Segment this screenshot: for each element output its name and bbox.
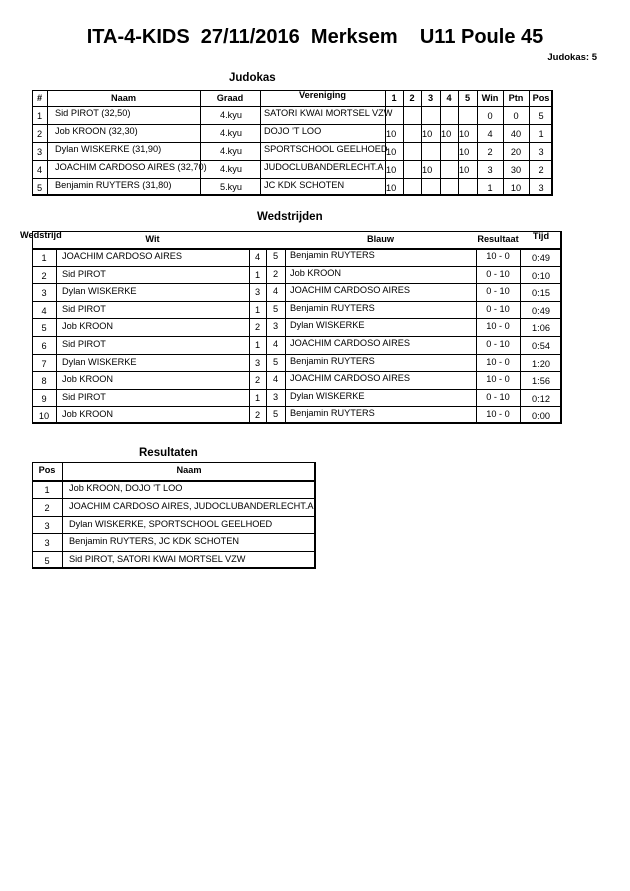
judoka-score-3: [422, 108, 441, 124]
wedstrijd-nr: 3: [41, 288, 47, 299]
resultaat-naam: JOACHIM CARDOSO AIRES, JUDOCLUBANDERLECHT.A: [69, 500, 314, 511]
wedstrijd-wit-nr: 1: [254, 269, 261, 280]
judoka-position: 5: [538, 111, 544, 121]
resultaat-naam: Benjamin RUYTERS, JC KDK SCHOTEN: [69, 536, 240, 547]
wedstrijden-heading: Wedstrijden: [257, 211, 323, 223]
judoka-score-3: [422, 144, 441, 160]
judokas-header-8: 5: [464, 93, 471, 103]
wedstrijd-blauw-nr: 5: [272, 409, 279, 420]
judoka-name: Sid PIROT (32,50): [55, 108, 131, 118]
judoka-score-5: [459, 180, 478, 196]
judoka-win: 4: [487, 129, 493, 139]
wedstrijd-blauw-nr: 3: [272, 321, 279, 332]
wedstrijd-blauw: Dylan WISKERKE: [290, 390, 365, 401]
resultaat-naam: Dylan WISKERKE, SPORTSCHOOL GEELHOED: [69, 518, 273, 529]
judoka-win: 1: [487, 183, 493, 193]
judokas-header-3: Vereniging: [299, 90, 346, 100]
wedstrijd-header-nr: Wedstrijd: [20, 230, 62, 240]
judoka-score-1: 10: [386, 165, 397, 175]
page-title: ITA-4-KIDS 27/11/2016 Merksem U11 Poule 45: [86, 26, 544, 48]
wedstrijd-nr: 4: [41, 305, 47, 316]
wedstrijd-nr: 7: [41, 358, 47, 369]
resultaat-naam: Sid PIROT, SATORI KWAI MORTSEL VZW: [69, 554, 246, 565]
wedstrijd-nr: 1: [41, 253, 47, 263]
wedstrijd-tijd: 0:49: [532, 253, 550, 263]
wedstrijd-nr: 2: [41, 270, 47, 281]
wedstrijd-blauw: Benjamin RUYTERS: [290, 408, 375, 419]
judoka-row-nr: 2: [36, 129, 43, 139]
wedstrijd-tijd: 1:06: [532, 323, 550, 334]
judoka-position: 3: [538, 147, 544, 157]
wedstrijd-blauw: Benjamin RUYTERS: [290, 355, 375, 366]
wedstrijd-nr: 8: [41, 376, 47, 387]
wedstrijd-wit-nr: 3: [254, 357, 261, 368]
judoka-club: DOJO 'T LOO: [264, 126, 322, 136]
wedstrijd-nr: 6: [41, 341, 47, 351]
wedstrijd-tijd: 0:10: [532, 270, 550, 281]
wedstrijd-wit-nr: 1: [254, 392, 261, 403]
wedstrijd-tijd: 0:54: [532, 341, 550, 351]
wedstrijd-header-tijd: Tijd: [532, 231, 550, 241]
wedstrijd-wit-nr: 1: [254, 304, 261, 315]
judoka-score-4: [441, 180, 459, 196]
judokas-heading: Judokas: [229, 72, 276, 84]
wedstrijd-wit-nr: 2: [254, 410, 261, 421]
wedstrijd-tijd: 1:20: [532, 358, 550, 369]
wedstrijd-tijd: 0:12: [532, 393, 550, 404]
judoka-score-2: [404, 180, 422, 196]
wedstrijd-blauw: JOACHIM CARDOSO AIRES: [290, 338, 410, 348]
judoka-score-1: 10: [386, 183, 397, 193]
wedstrijd-wit-nr: 4: [254, 252, 261, 262]
judoka-win: 3: [487, 165, 493, 175]
judokas-header-4: 1: [391, 93, 397, 103]
wedstrijd-wit: Dylan WISKERKE: [62, 286, 137, 297]
wedstrijd-wit-nr: 2: [254, 322, 261, 333]
wedstrijd-wit: Job KROON: [62, 321, 114, 332]
wedstrijd-blauw-nr: 4: [272, 286, 279, 297]
wedstrijd-wit: Sid PIROT: [62, 339, 106, 349]
wedstrijd-resultaat: 0 - 10: [486, 303, 510, 314]
wedstrijd-blauw-nr: 5: [272, 251, 279, 261]
judoka-name: JOACHIM CARDOSO AIRES (32,70): [55, 162, 207, 172]
wedstrijd-tijd: 0:00: [532, 411, 550, 422]
judokas-header-9: Win: [481, 93, 499, 103]
judoka-name: Dylan WISKERKE (31,90): [55, 144, 162, 154]
resultaat-pos: 5: [44, 556, 50, 567]
judoka-score-4: [441, 108, 459, 124]
judoka-name: Benjamin RUYTERS (31,80): [55, 180, 172, 190]
wedstrijd-header-resultaat: Resultaat: [477, 234, 519, 244]
wedstrijd-resultaat: 0 - 10: [486, 286, 510, 297]
wedstrijd-wit: Job KROON: [62, 374, 114, 385]
wedstrijd-resultaat: 0 - 10: [486, 391, 510, 402]
judoka-row-nr: 4: [36, 165, 43, 175]
judoka-score-4: 10: [441, 129, 452, 139]
wedstrijd-resultaat: 10 - 0: [486, 321, 510, 332]
judoka-club: SPORTSCHOOL GEELHOED: [264, 144, 388, 154]
judoka-position: 2: [538, 165, 544, 175]
wedstrijd-blauw-nr: 3: [272, 391, 279, 402]
wedstrijd-wit: Sid PIROT: [62, 391, 106, 402]
wedstrijd-resultaat: 10 - 0: [486, 374, 510, 385]
judoka-grade: 4.kyu: [220, 164, 242, 174]
wedstrijd-tijd: 0:15: [532, 288, 550, 299]
wedstrijd-wit-nr: 2: [254, 375, 261, 386]
judoka-points: 20: [510, 147, 522, 157]
judoka-score-3: [422, 180, 441, 196]
wedstrijd-blauw-nr: 2: [272, 268, 279, 279]
wedstrijd-header-wit: Wit: [145, 234, 160, 244]
wedstrijd-resultaat: 10 - 0: [486, 409, 510, 420]
judoka-score-1: [386, 108, 404, 124]
judoka-club: SATORI KWAI MORTSEL VZW: [264, 108, 393, 118]
wedstrijd-wit: Sid PIROT: [62, 268, 106, 279]
wedstrijd-blauw: Benjamin RUYTERS: [290, 250, 375, 260]
judoka-row-nr: 3: [36, 147, 43, 157]
wedstrijd-tijd: 0:49: [532, 305, 550, 316]
judoka-score-5: 10: [459, 129, 470, 139]
judoka-score-4: [441, 144, 459, 160]
wedstrijd-resultaat: 0 - 10: [486, 268, 510, 279]
judoka-points: 10: [510, 183, 522, 193]
wedstrijd-blauw-nr: 5: [272, 303, 279, 314]
judoka-row-nr: 1: [36, 111, 43, 121]
judoka-grade: 5.kyu: [220, 182, 242, 192]
judoka-score-2: [404, 108, 422, 124]
judoka-score-5: 10: [459, 165, 470, 175]
judoka-points: 0: [513, 111, 519, 121]
judoka-points: 40: [510, 129, 522, 139]
judoka-points: 30: [510, 165, 522, 175]
judokas-header-6: 3: [427, 93, 434, 103]
judoka-grade: 4.kyu: [220, 128, 242, 138]
wedstrijd-wit-nr: 1: [254, 340, 261, 350]
wedstrijd-wit: Dylan WISKERKE: [62, 356, 137, 367]
judoka-score-1: 10: [386, 147, 397, 157]
wedstrijd-wit-nr: 3: [254, 287, 261, 298]
wedstrijd-blauw: JOACHIM CARDOSO AIRES: [290, 285, 410, 296]
judokas-header-11: Pos: [532, 93, 550, 103]
resultaten-header-pos: Pos: [38, 465, 56, 475]
judokas-header-7: 4: [446, 93, 452, 103]
resultaten-header-naam: Naam: [176, 465, 202, 475]
resultaat-pos: 3: [44, 538, 50, 549]
judokas-header-10: Ptn: [508, 93, 524, 103]
judokas-header-5: 2: [409, 93, 415, 103]
judoka-score-5: 10: [459, 147, 470, 157]
judoka-score-2: [404, 162, 422, 178]
wedstrijd-nr: 9: [41, 393, 47, 404]
wedstrijd-wit: JOACHIM CARDOSO AIRES: [62, 251, 182, 261]
judoka-win: 0: [487, 111, 493, 121]
resultaat-naam: Job KROON, DOJO 'T LOO: [69, 483, 183, 493]
wedstrijd-blauw: Benjamin RUYTERS: [290, 302, 375, 313]
judoka-grade: 4.kyu: [220, 146, 242, 156]
wedstrijd-blauw-nr: 4: [272, 374, 279, 385]
resultaat-pos: 2: [44, 502, 50, 513]
judoka-score-4: [441, 162, 459, 178]
resultaat-pos: 3: [44, 520, 50, 531]
wedstrijd-tijd: 1:56: [532, 376, 550, 387]
judoka-score-2: [404, 126, 422, 142]
wedstrijd-blauw: Job KROON: [290, 267, 342, 278]
judoka-score-3: 10: [422, 165, 433, 175]
resultaten-heading: Resultaten: [139, 447, 198, 459]
judoka-count: Judokas: 5: [547, 52, 597, 63]
judokas-header-1: Naam: [110, 93, 137, 103]
wedstrijd-header-blauw: Blauw: [366, 234, 395, 244]
judoka-position: 3: [538, 183, 544, 193]
wedstrijd-blauw-nr: 4: [272, 339, 279, 349]
judoka-score-1: 10: [386, 129, 397, 139]
resultaat-pos: 1: [44, 485, 50, 495]
wedstrijd-wit: Sid PIROT: [62, 303, 106, 314]
judoka-name: Job KROON (32,30): [55, 126, 138, 136]
wedstrijd-nr: 5: [41, 323, 47, 334]
judoka-row-nr: 5: [36, 183, 43, 193]
judoka-club: JUDOCLUBANDERLECHT.A: [264, 162, 384, 172]
wedstrijd-wit: Job KROON: [62, 409, 114, 420]
wedstrijd-blauw: Dylan WISKERKE: [290, 320, 365, 331]
judokas-header-2: Graad: [216, 93, 244, 103]
judokas-header-0: #: [36, 93, 43, 103]
wedstrijd-resultaat: 10 - 0: [486, 251, 510, 261]
judoka-grade: 4.kyu: [220, 110, 242, 120]
judoka-score-5: [459, 108, 478, 124]
judoka-score-3: 10: [422, 129, 433, 139]
wedstrijd-resultaat: 10 - 0: [486, 356, 510, 367]
wedstrijd-nr: 10: [38, 411, 50, 422]
judoka-position: 1: [538, 129, 544, 139]
judoka-club: JC KDK SCHOTEN: [264, 180, 345, 190]
judoka-score-2: [404, 144, 422, 160]
wedstrijd-blauw-nr: 5: [272, 356, 279, 367]
wedstrijd-blauw: JOACHIM CARDOSO AIRES: [290, 373, 410, 384]
judoka-win: 2: [487, 147, 493, 157]
wedstrijd-resultaat: 0 - 10: [486, 339, 510, 349]
